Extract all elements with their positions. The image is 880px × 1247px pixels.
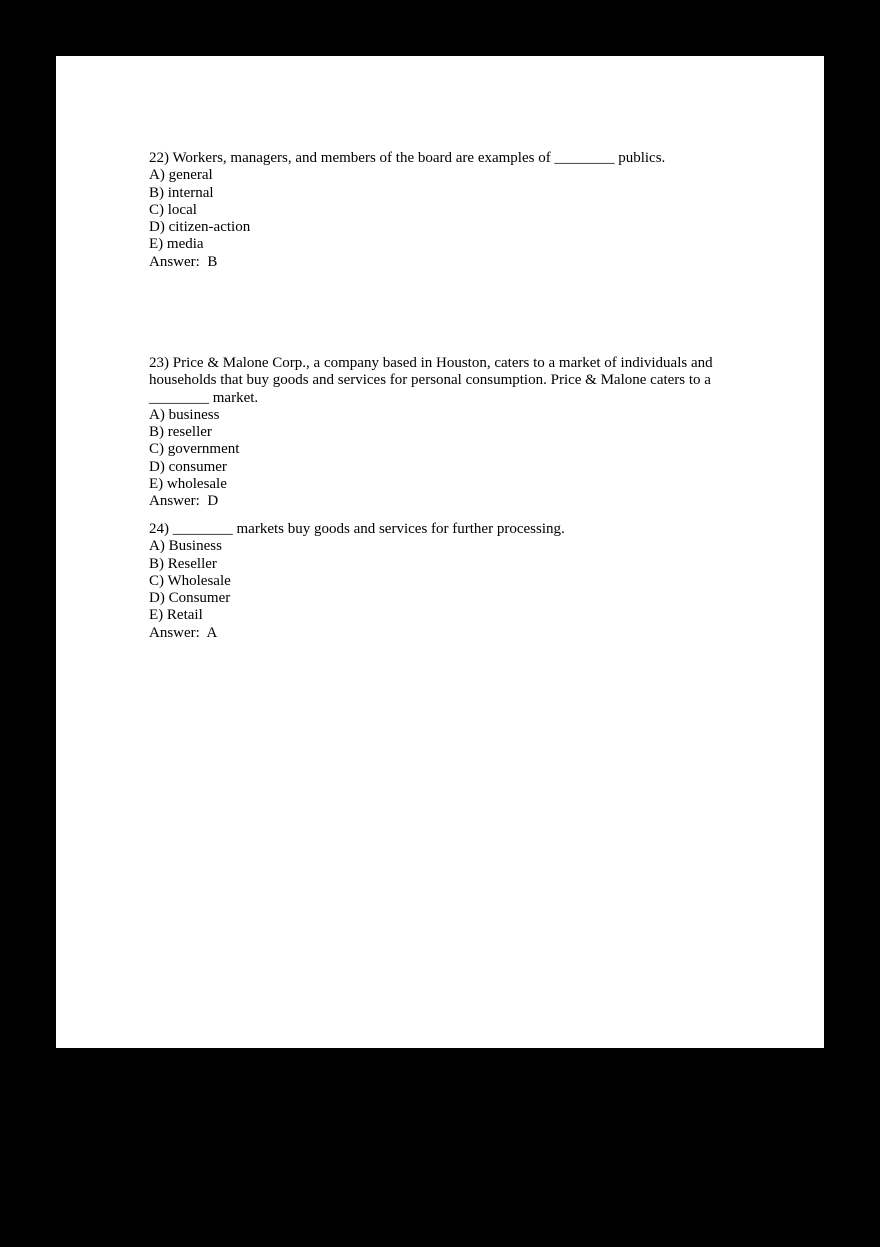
option-b: B) reseller xyxy=(149,424,212,441)
option-a: A) business xyxy=(149,406,220,423)
option-d: D) citizen-action xyxy=(149,219,251,236)
answer-line: Answer: D xyxy=(149,493,219,510)
question-stem-line-3: ________ market. xyxy=(149,389,259,406)
option-d: D) consumer xyxy=(149,458,227,475)
question-stem-line-1: 23) Price & Malone Corp., a company based in Houston, caters to a market of individuals and xyxy=(149,355,713,371)
question-stem: 22) Workers, managers, and members of the board are examples of ________ publics. xyxy=(149,150,666,166)
option-b: B) Reseller xyxy=(149,555,217,572)
option-e: E) wholesale xyxy=(149,476,227,493)
question-stem: 24) ________ markets buy goods and services for further processing. xyxy=(149,521,565,537)
answer-line: Answer: B xyxy=(149,253,218,270)
document-page xyxy=(56,56,824,1048)
option-a: A) Business xyxy=(149,538,222,555)
answer-line: Answer: A xyxy=(149,624,218,641)
question-22 xyxy=(149,150,719,271)
option-a: A) general xyxy=(149,167,213,184)
question-stem-line-2: households that buy goods and services for personal consumption. Price & Malone caters to a xyxy=(149,372,711,389)
question-24 xyxy=(149,521,719,642)
option-d: D) Consumer xyxy=(149,590,231,607)
option-e: E) media xyxy=(149,236,204,253)
option-b: B) internal xyxy=(149,184,214,201)
option-c: C) government xyxy=(149,441,240,458)
option-c: C) local xyxy=(149,201,197,218)
question-23 xyxy=(149,355,719,511)
option-c: C) Wholesale xyxy=(149,572,231,589)
option-e: E) Retail xyxy=(149,607,203,624)
